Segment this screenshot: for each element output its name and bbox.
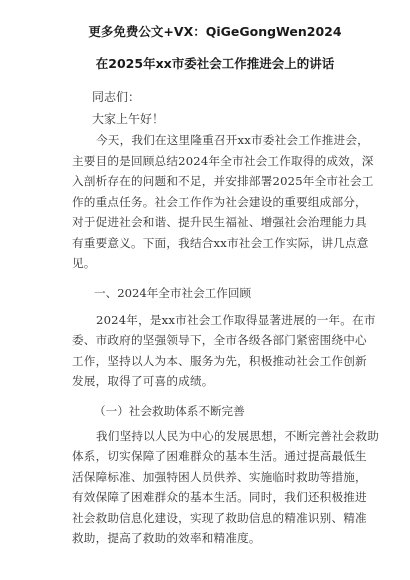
intro-line: 今天，我们在这里隆重召开xx市委社会工作推进会， <box>96 133 369 147</box>
review-line: 2024年，是xx市社会工作取得显著进展的一年。在市 <box>96 312 376 327</box>
review-line: 发展，取得了可喜的成绩。 <box>72 374 214 388</box>
intro-line: 见。 <box>72 256 96 270</box>
assistance-line: 有效保障了困难群众的基本生活。同时，我们还积极推进 <box>72 490 367 504</box>
section-heading-review: 一、2024年全市社会工作回顾 <box>94 285 252 300</box>
intro-paragraph <box>72 130 374 274</box>
intro-line: 入剖析存在的问题和不足，并安排部署2025年全市社会工 <box>72 174 374 188</box>
greeting-good-morning: 大家上午好！ <box>92 112 165 126</box>
review-line: 委、市政府的坚强领导下，全市各级各部门紧密围绕中心 <box>72 333 367 347</box>
review-line: 工作，坚持以人为本、服务为先，积极推动社会工作创新 <box>72 353 367 368</box>
assistance-line: 体系，切实保障了困难群众的基本生活。通过提高最低生 <box>72 449 367 463</box>
social-assistance-paragraph <box>72 426 380 549</box>
assistance-line: 社会救助信息化建设，实现了救助信息的精准识别、精准 <box>72 510 367 525</box>
section-review-paragraph <box>72 310 376 392</box>
intro-line: 主要目的是回顾总结2024年全市社会工作取得的成效，深 <box>72 153 374 168</box>
document-title: 在2025年xx市委社会工作推进会上的讲话 <box>95 56 335 71</box>
intro-line: 有重要意义。下面，我结合xx市社会工作实际，讲几点意 <box>72 235 369 250</box>
subsection-heading-social-assistance: （一）社会救助体系不断完善 <box>94 403 245 418</box>
greeting-comrades: 同志们： <box>92 90 141 104</box>
intro-line: 作的重点任务。社会工作作为社会建设的重要组成部分， <box>72 194 367 209</box>
assistance-line: 救助，提高了救助的效率和精准度。 <box>72 531 261 545</box>
watermark-text: 更多免费公文+VX：QiGeGongWen2024 <box>88 24 342 39</box>
intro-line: 对于促进社会和谐、提升民生福祉、增强社会治理能力具 <box>72 215 367 229</box>
assistance-line: 我们坚持以人民为中心的发展思想，不断完善社会救助 <box>96 428 380 443</box>
assistance-line: 活保障标准、加强特困人员供养、实施临时救助等措施， <box>72 469 367 484</box>
